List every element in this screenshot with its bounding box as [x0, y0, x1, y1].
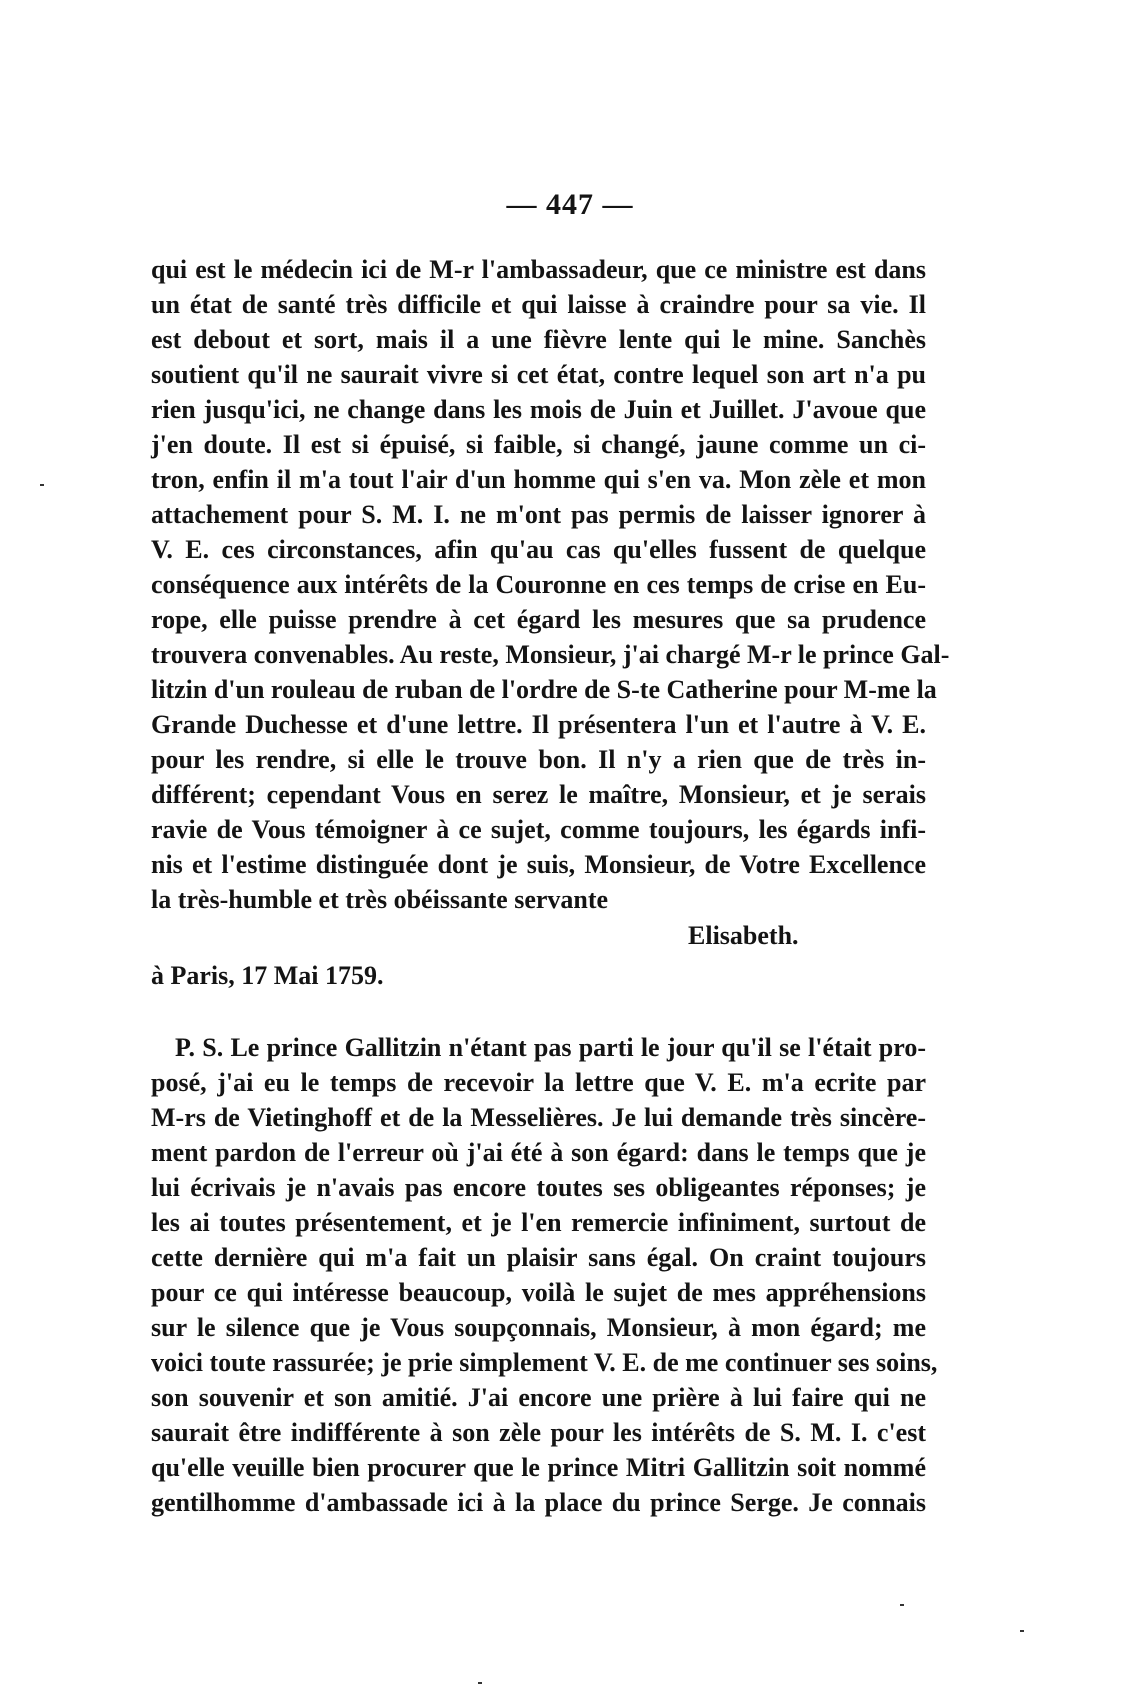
- text-line: soutient qu'il ne saurait vivre si cet état, contre lequel son art n'a pu: [151, 360, 926, 389]
- text-line: saurait être indifférente à son zèle pour les intérêts de S. M. I. c'est: [151, 1418, 926, 1447]
- text-line: attachement pour S. M. I. ne m'ont pas permis de laisser ignorer à: [151, 500, 926, 529]
- text-line: différent; cependant Vous en serez le maître, Monsieur, et je serais: [151, 780, 926, 809]
- text-line: gentilhomme d'ambassade ici à la place du prince Serge. Je connais: [151, 1488, 926, 1517]
- text-line: pour les rendre, si elle le trouve bon. Il n'y a rien que de très in-: [151, 745, 926, 774]
- text-line: la très-humble et très obéissante servante: [151, 885, 609, 914]
- letter-body: [151, 252, 950, 917]
- text-line: litzin d'un rouleau de ruban de l'ordre de S-te Catherine pour M-me la: [151, 675, 937, 704]
- text-line: P. S. Le prince Gallitzin n'étant pas parti le jour qu'il se l'était pro-: [175, 1033, 926, 1062]
- text-line: rope, elle puisse prendre à cet égard les mesures que sa prudence: [151, 605, 926, 634]
- dateline: à Paris, 17 Mai 1759.: [151, 961, 384, 990]
- text-line: rien jusqu'ici, ne change dans les mois de Juin et Juillet. J'avoue que: [151, 395, 926, 424]
- text-line: qui est le médecin ici de M-r l'ambassadeur, que ce ministre est dans: [151, 255, 926, 284]
- text-line: j'en doute. Il est si épuisé, si faible, si changé, jaune comme un ci-: [151, 430, 926, 459]
- text-line: V. E. ces circonstances, afin qu'au cas qu'elles fussent de quelque: [151, 535, 926, 564]
- text-line: trouvera convenables. Au reste, Monsieur, j'ai chargé M-r le prince Gal-: [151, 640, 950, 669]
- page-number: — 447 —: [506, 188, 634, 221]
- text-line: son souvenir et son amitié. J'ai encore une prière à lui faire qui ne: [151, 1383, 926, 1412]
- scan-speck: [900, 1604, 904, 1606]
- text-line: posé, j'ai eu le temps de recevoir la lettre que V. E. m'a ecrite par: [151, 1068, 926, 1097]
- text-line: Grande Duchesse et d'une lettre. Il présentera l'un et l'autre à V. E.: [151, 710, 926, 739]
- postscript-body: [151, 1030, 938, 1520]
- text-line: conséquence aux intérêts de la Couronne en ces temps de crise en Eu-: [151, 570, 926, 599]
- text-line: ment pardon de l'erreur où j'ai été à son égard: dans le temps que je: [151, 1138, 926, 1167]
- scan-speck: [40, 484, 44, 486]
- text-line: nis et l'estime distinguée dont je suis, Monsieur, de Votre Excellence: [151, 850, 926, 879]
- text-line: est debout et sort, mais il a une fièvre lente qui le mine. Sanchès: [151, 325, 926, 354]
- text-line: ravie de Vous témoigner à ce sujet, comme toujours, les égards infi-: [151, 815, 926, 844]
- text-line: tron, enfin il m'a tout l'air d'un homme qui s'en va. Mon zèle et mon: [151, 465, 926, 494]
- text-line: voici toute rassurée; je prie simplement V. E. de me continuer ses soins,: [151, 1348, 938, 1377]
- text-line: lui écrivais je n'avais pas encore toutes ses obligeantes réponses; je: [151, 1173, 926, 1202]
- text-line: un état de santé très difficile et qui laisse à craindre pour sa vie. Il: [151, 290, 926, 319]
- text-line: M-rs de Vietinghoff et de la Messelières. Je lui demande très sincère-: [151, 1103, 926, 1132]
- scan-speck: [478, 1682, 482, 1684]
- text-line: pour ce qui intéresse beaucoup, voilà le sujet de mes appréhensions: [151, 1278, 926, 1307]
- text-line: sur le silence que je Vous soupçonnais, Monsieur, à mon égard; me: [151, 1313, 926, 1342]
- text-line: qu'elle veuille bien procurer que le prince Mitri Gallitzin soit nommé: [151, 1453, 926, 1482]
- text-line: cette dernière qui m'a fait un plaisir sans égal. On craint toujours: [151, 1243, 926, 1272]
- signature: Elisabeth.: [688, 921, 799, 950]
- text-line: les ai toutes présentement, et je l'en remercie infiniment, surtout de: [151, 1208, 926, 1237]
- scan-speck: [1020, 1630, 1024, 1632]
